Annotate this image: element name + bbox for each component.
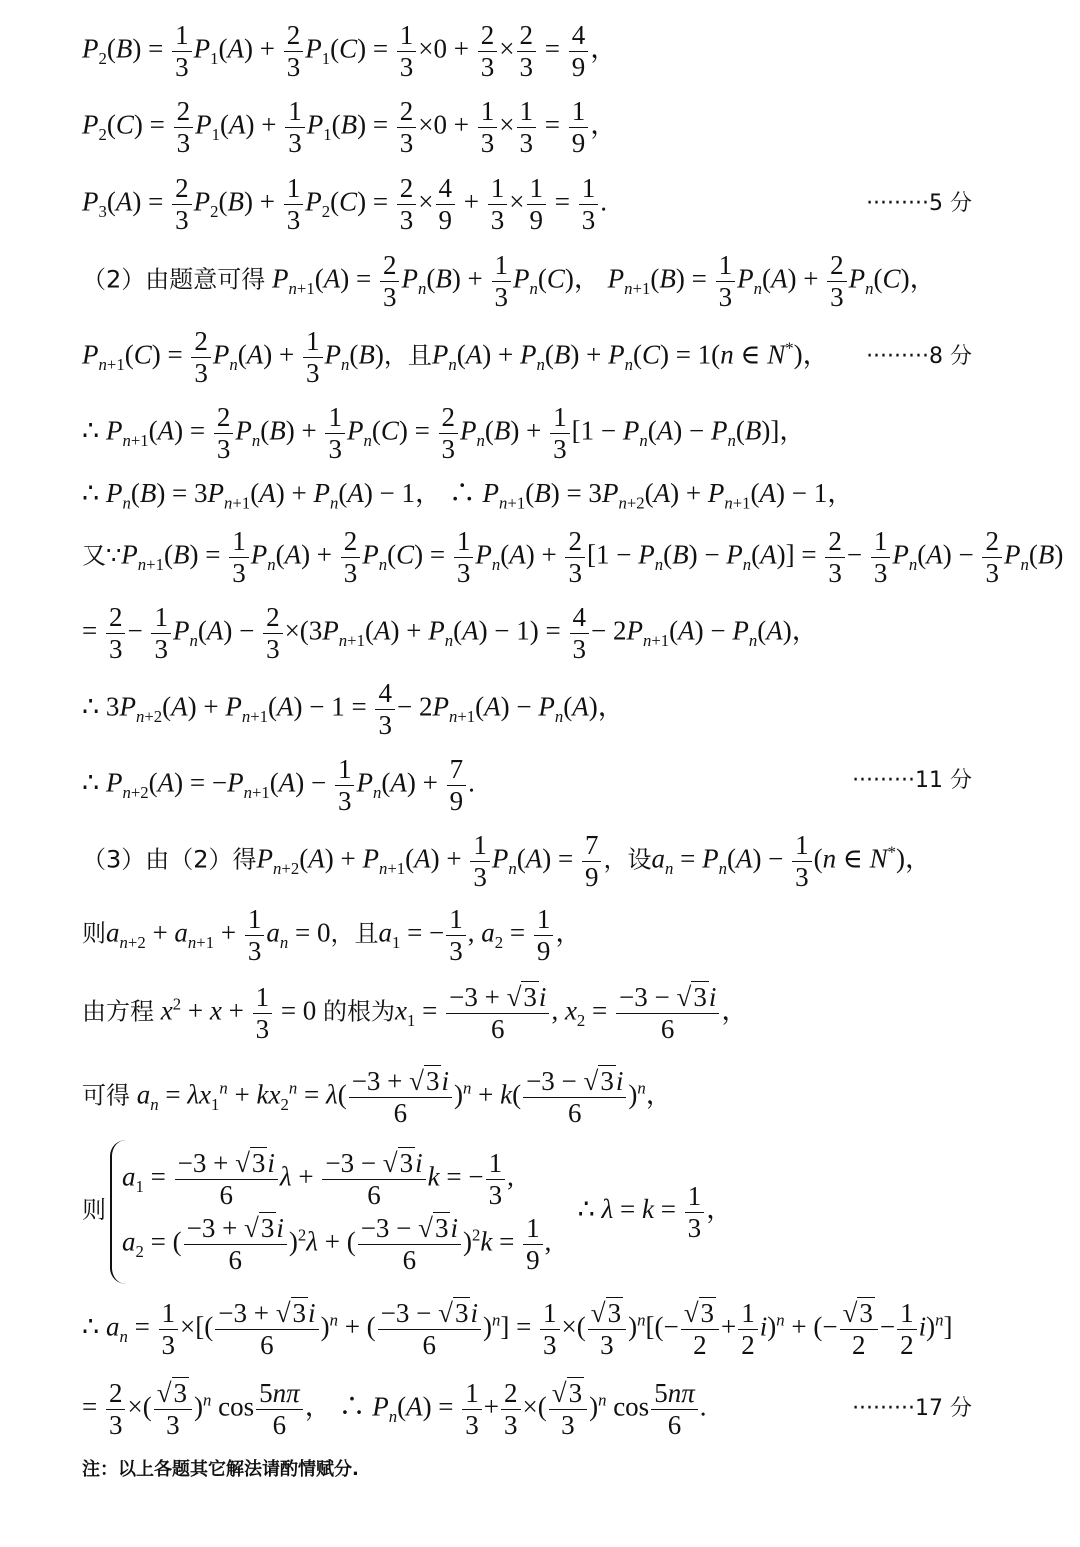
punct: .	[600, 186, 607, 217]
text-and: ，且	[330, 919, 379, 948]
footnote: 注：以上各题其它解法请酌情赋分.	[82, 1459, 359, 1480]
text-obtain: 可得	[82, 1081, 130, 1110]
punct: ，	[791, 615, 819, 646]
punct: ，	[905, 843, 933, 874]
punct: ，	[645, 1079, 673, 1110]
equation-system: 则 $a_1$ = $\frac{-3 + √3i}{6}$ λ + $\frac{-3 - √3i}{6}$ k = − $\frac{1}{3}$ , $a_2$ = ( $\frac{-3 + √3i}{6}$ )$^2$λ + ( $\frac{-3 - √3i}{6}$ )$^2$k = $\frac{1}{9}$ , ∴ λ = k = $\frac{1}{3}$ ，	[82, 1140, 733, 1284]
system-brace: $a_1$ = $\frac{-3 + √3i}{6}$ λ + $\frac{-3 - √3i}{6}$ k = − $\frac{1}{3}$ , $a_2$ = ( $\frac{-3 + √3i}{6}$ )$^2$λ + ( $\frac{-3 - √3i}{6}$ )$^2$k = $\frac{1}{9}$ ,	[110, 1140, 557, 1284]
equation-characteristic-roots: 由方程 $x^2 + x$ + $\frac{1}{3}$ = 0 的根为$x_1$ = $\frac{-3 + √3i}{6}$ , $x_2$ = $\frac{-3 - √3i}{6}$ ，	[82, 982, 749, 1044]
punct: ，	[706, 1194, 734, 1225]
equation-final: = $\frac{2}{3}$ ×( $\frac{√3}{3}$ )$^n$ cos $\frac{5n\pi}{6}$ ， ∴ $P_n(A)$ = $\frac{1}{3}$ + $\frac{2}{3}$ ×( $\frac{√3}{3}$ )$^n$ cos $\frac{5n\pi}{6}$ .	[82, 1378, 707, 1440]
text-and: ，且	[383, 341, 432, 370]
text-then: 则	[82, 1196, 106, 1225]
text-roots-are: 的根为	[323, 997, 396, 1026]
punct: ，	[597, 691, 625, 722]
score-17: ·········17 分	[852, 1396, 972, 1421]
equation-an-expansion: ∴ $a_n$ = $\frac{1}{3}$ ×[( $\frac{-3 + √3i}{6}$ )$^n$ + ( $\frac{-3 - √3i}{6}$ )$^n$] = $\frac{1}{3}$ ×( $\frac{√3}{3}$ )$^n$[(− $\frac{√3}{2}$ + $\frac{1}{2}$ i)$^n$ + (− $\frac{√3}{2}$ − $\frac{1}{2}$ i)$^n$]	[82, 1298, 953, 1360]
equation-part3-setup: （3）由（2）得$P_{n+2}(A) + P_{n+1}(A)$ + $\frac{1}{3}$ $P_n(A)$ = $\frac{7}{9}$ ，设$a_n = P_n(A)$ − $\frac{1}{3}$ (n ∈ N*)，	[82, 830, 933, 892]
punct: ，	[590, 109, 618, 140]
score-5: ·········5 分	[866, 191, 972, 216]
equation-pnb: ∴ $P_n(B) = 3P_{n+1}(A) + P_n(A) - 1$， ∴ $P_{n+1}(B) = 3P_{n+2}(A) + P_{n+1}(A) - 1$，	[82, 478, 855, 513]
punct: ，	[827, 478, 855, 508]
equation-p3a: $P_3(A)$ = $\frac{2}{3}$ $P_2(B)$ + $\frac{1}{3}$ $P_2(C)$ = $\frac{2}{3}$ × $\frac{4}{9}$ + $\frac{1}{3}$ × $\frac{1}{9}$ = $\frac{1}{3}$ .	[82, 173, 607, 235]
punct: ，	[721, 995, 749, 1026]
equation-p2b: $P_2(B)$ = $\frac{1}{3}$ $P_1(A)$ + $\frac{2}{3}$ $P_1(C)$ = $\frac{1}{3}$ ×0 + $\frac{2}{3}$ × $\frac{2}{3}$ = $\frac{4}{9}$ ，	[82, 20, 618, 82]
equation-an-recurrence: 则$a_{n+2} + a_{n+1}$ + $\frac{1}{3}$ $a_n = 0$，且$a_1$ = − $\frac{1}{3}$ , $a_2$ = $\frac{1}{9}$ ，	[82, 904, 583, 966]
equation-general-form: 可得 $a_n = \lambda x_1^n + kx_2^n = \lambda$( $\frac{-3 + √3i}{6}$ )$^n$ + k( $\frac{-3 - √3i}{6}$ )$^n$，	[82, 1066, 673, 1128]
equation-combined: ∴ $3P_{n+2}(A) + P_{n+1}(A) - 1$ = $\frac{4}{3}$ − $2P_{n+1}(A) - P_n(A)$，	[82, 678, 625, 740]
part2-lead: （2）由题意可得	[82, 265, 266, 294]
equation-p2c: $P_2(C)$ = $\frac{2}{3}$ $P_1(A)$ + $\frac{1}{3}$ $P_1(B)$ = $\frac{2}{3}$ ×0 + $\frac{1}{3}$ × $\frac{1}{3}$ = $\frac{1}{9}$ ，	[82, 96, 618, 158]
punct: ，	[415, 478, 443, 508]
equation-pc-recurrence: $P_{n+1}(C)$ = $\frac{2}{3}$ $P_n(A)$ + $\frac{1}{3}$ $P_n(B)$，且$P_n(A) + P_n(B) + P_n(C) = 1(n$ ∈ N*)，	[82, 326, 830, 388]
part3-lead: （3）由（2）得	[82, 845, 257, 874]
equation-therefore-pa: ∴ $P_{n+1}(A)$ = $\frac{2}{3}$ $P_n(B)$ + $\frac{1}{3}$ $P_n(C)$ = $\frac{2}{3}$ $P_n(B)$ + $\frac{1}{3}$ $[1 - P_n(A) - P_n(B)]$，	[82, 402, 807, 464]
punct: .	[699, 1391, 707, 1422]
text-by-equation: 由方程	[82, 997, 154, 1026]
also-because: 又∵	[82, 541, 122, 570]
equation-result-part2: ∴ $P_{n+2}(A) = -P_{n+1}(A)$ − $\frac{1}{3}$ $P_n(A)$ + $\frac{7}{9}$ .	[82, 754, 475, 816]
punct: ，	[909, 263, 937, 294]
punct: .	[468, 767, 475, 798]
score-8: ·········8 分	[866, 344, 972, 369]
score-11: ·········11 分	[852, 768, 972, 793]
equation-also-because: 又$\because P_{n+1}(B)$ = $\frac{1}{3}$ $P_n(A)$ + $\frac{2}{3}$ $P_n(C)$ = $\frac{1}{3}$ $P_n(A)$ + $\frac{2}{3}$ $[1 - P_n(B) - P_n(A)]$ = $\frac{2}{3}$ − $\frac{1}{3}$ $P_n(A)$ − $\frac{2}{3}$ $P_n(B)$	[82, 526, 1064, 588]
punct: ，	[555, 917, 583, 948]
punct: ，	[590, 33, 618, 64]
punct: ，	[304, 1391, 332, 1422]
text-then: 则	[82, 919, 106, 948]
equation-substitution: = $\frac{2}{3}$ − $\frac{1}{3}$ $P_n(A)$ − $\frac{2}{3}$ $\times(3P_{n+1}(A) + P_n(A) - 1)$ = $\frac{4}{3}$ − $2P_{n+1}(A) - P_n(A)$，	[82, 602, 819, 664]
therefore-symbol: ∴	[448, 478, 476, 508]
equation-part2-recurrence: （2）由题意可得 $P_{n+1}(A)$ = $\frac{2}{3}$ $P_n(B)$ + $\frac{1}{3}$ $P_n(C)$， $P_{n+1}(B)$ = $\frac{1}{3}$ $P_n(A)$ + $\frac{2}{3}$ $P_n(C)$，	[82, 250, 937, 312]
punct: ，	[573, 263, 601, 294]
punct: ，	[802, 339, 830, 370]
text-set: ，设	[603, 845, 652, 874]
